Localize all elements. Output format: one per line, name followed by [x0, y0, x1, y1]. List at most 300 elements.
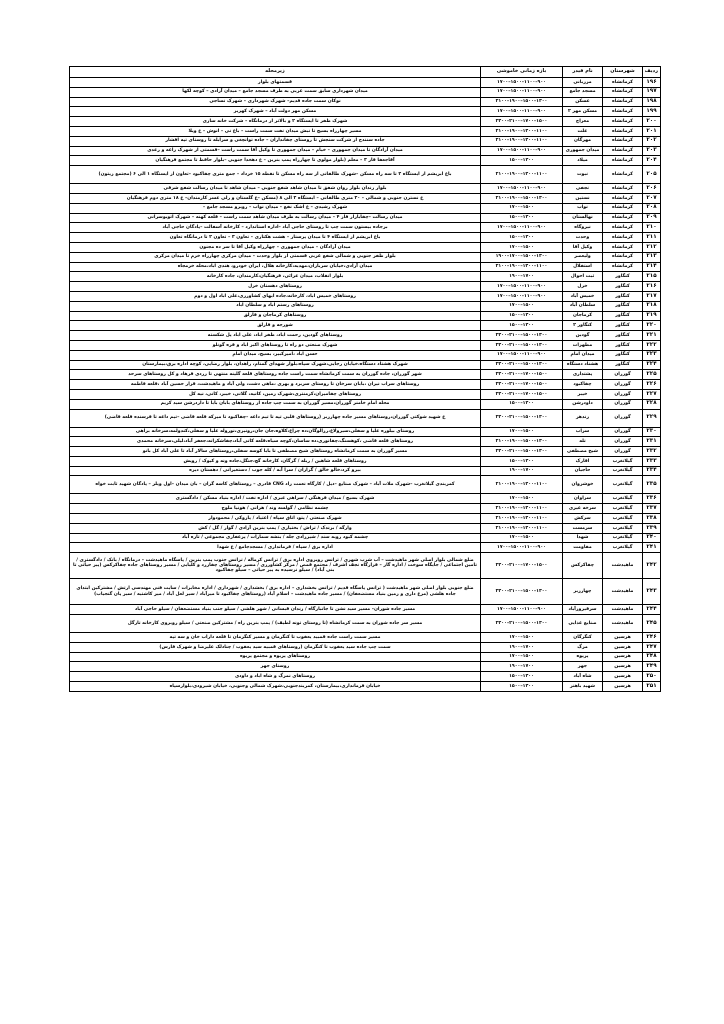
row-number-cell: ۲۱۵ [643, 272, 661, 282]
row-number-cell: ۲۳۸ [643, 514, 661, 524]
feeder-cell: علت [563, 126, 603, 136]
table-row [70, 447, 661, 457]
city-cell: گوزران [603, 370, 643, 380]
area-cell: بلوار ظفر جنوبی و شمالی شفع غربی قسمتی از بلوار وحدت – میدان مرکزی چهارراه خرم تا میدان مرکزی [70, 252, 481, 262]
table-row [70, 321, 661, 331]
outage-time-cell: ۱۵۰۰–۱۳۰۰ [481, 213, 563, 223]
outage-time-cell: ۱۹۰۰–۱۷۰۰ [481, 642, 563, 652]
row-number-cell: ۲۱۲ [643, 242, 661, 252]
table-row [70, 615, 661, 633]
header-area: زیرمحله [70, 67, 481, 78]
area-cell: روستاهای قلعه قاضی ،کوهسنگ،چقانوری،ده ساسان،کوچه سیاه،قلعه کانی آباد،چقاشکرانه،جعفر آباد،لیلی،سرخانه محمدی [70, 437, 481, 447]
row-number-cell: ۲۲۷ [643, 389, 661, 399]
table-row [70, 87, 661, 97]
city-cell: کنگاور [603, 291, 643, 301]
table-row [70, 399, 661, 409]
table-row [70, 311, 661, 321]
feeder-cell: داودرشن [563, 399, 603, 409]
area-cell: آقاجعفا فاز ۳ – معلم (بلوار مولوی تا چهارراه پمپ بنزین – ع دهخدا جنوبی –بلوار حافظ تا مجتمع فرهنگیان [70, 156, 481, 166]
city-cell: گوزران [603, 380, 643, 390]
table-row [70, 282, 661, 292]
city-cell: گیلانغرب [603, 533, 643, 543]
feeder-cell: اقارک [563, 456, 603, 466]
city-cell: ماهیدشت [603, 579, 643, 605]
outage-time-cell: ۲۳۰۰–۲۱۰۰–۱۷۰۰–۱۵۰۰ [481, 370, 563, 380]
city-cell: کنگاور [603, 311, 643, 321]
area-cell: باغ ابریشم از ایستگاه ۴ تا میدان پرستار – هشت هکتاری – تعاون ۳ – تعاون ۲ تا درمانگاه تعاون [70, 233, 481, 243]
row-number-cell: ۲۲۵ [643, 370, 661, 380]
feeder-cell: پریوه [563, 652, 603, 662]
city-cell: کرمانشاه [603, 146, 643, 156]
area-cell: ضلع جنوبی بلوار اصلی شهر ماهیدشت ( ترانس پاسگاه قدیم / ترانس بخشداری – اداره برق / بخشداری / شهرداری / اداره مخابرات / سایت فنی مهندسی ارتش / مشترکین ابتدای جاده هلشی (مرغ داری و زمین بنیاد مستضعفان) / مسیر جاده ماهیدشت – اسلام آباد (روستاهای چقاکبود تا میرآباد / سیر لعل آباد / میر کاشتیه / سیر پان گنجیاب) [70, 579, 481, 605]
area-cell: مسیر سمت راست جاده قمبید یعقوب تا کنگرمان و مسیر کنگرمان تا قلعه داراب خان و سه تپه [70, 633, 481, 643]
area-cell: بلوار زندان بلوار روان شفق تا میدان شاهد شفع جنوبی – میدان شاهد تا میدان رسالت شفع شرقی [70, 184, 481, 194]
feeder-cell: استقلال [563, 262, 603, 272]
row-number-cell: ۲۳۱ [643, 437, 661, 447]
city-cell: کرمانشاه [603, 117, 643, 127]
area-cell: میدان آزادگان تا میدان جمهوری – خیام – میدان جمهوری تا وکیل آقا سمت راست –قسمتی از شهرک زاغه و رعدی [70, 146, 481, 156]
outage-time-cell: ۱۷۰۰–۱۵۰۰–۱۱۰۰–۹۰۰ [481, 223, 563, 233]
table-row [70, 213, 661, 223]
row-number-cell: ۲۰۵ [643, 166, 661, 184]
outage-time-cell: ۱۵۰۰–۱۳۰۰ [481, 156, 563, 166]
table-row [70, 291, 661, 301]
table-row [70, 682, 661, 692]
table-row [70, 97, 661, 107]
city-cell: کنگاور [603, 321, 643, 331]
feeder-cell: سراوان [563, 494, 603, 504]
outage-time-cell: ۲۳۰۰–۲۱۰۰–۱۷۰۰–۱۵۰۰ [481, 380, 563, 390]
area-cell: مسیر جاده شوران– مسیر سید نشن تا جانبازگاه / زندان قبسانی / شهر هلشی / سیلو جنب بنیاد مستضعفان / سیلو حاجی آباد [70, 605, 481, 615]
outage-time-cell: ۱۷۰۰–۱۵۰۰–۱۱۰۰–۹۰۰ [481, 291, 563, 301]
feeder-cell: شهدا [563, 533, 603, 543]
feeder-cell: مهرگان [563, 136, 603, 146]
area-cell: شهرک صنعتی دو راه تا روستاهای اکبر اباد و فره گونلو [70, 340, 481, 350]
row-number-cell: ۲۱۰ [643, 223, 661, 233]
outage-time-cell: ۱۵۰۰–۱۳۰۰ [481, 399, 563, 409]
outage-time-cell: ۲۳۰۰–۲۱۰۰–۱۵۰۰–۱۳۰۰ [481, 615, 563, 633]
outage-time-cell: ۲۳۰۰–۲۱۰۰–۱۷۰۰–۱۵۰۰ [481, 389, 563, 399]
feeder-cell: میدان امام [563, 350, 603, 360]
table-row [70, 652, 661, 662]
table-row [70, 203, 661, 213]
area-cell: چشمه کبود روبه سند / شیرزادی جله / بنشه سمارات / پرعفاری مجموعی / تازه آباد [70, 533, 481, 543]
table-row [70, 262, 661, 272]
feeder-cell: ولیعصر [563, 252, 603, 262]
feeder-cell: شیخ مصطفی [563, 447, 603, 457]
table-row [70, 579, 661, 605]
city-cell: گوزران [603, 409, 643, 427]
area-cell: بلوار انقلاب، میدان عرائی، فرهنگیان،کارمندان، جاده کارخانه [70, 272, 481, 282]
outage-time-cell: ۱۷۰۰–۱۵۰۰ [481, 533, 563, 543]
outage-time-cell: ۱۵۰۰–۱۳۰۰ [481, 456, 563, 466]
feeder-cell: سرمست [563, 523, 603, 533]
area-cell: محله امام خامنر گوزران،مسیر گوزران به سمت چپ جاده از روستاهای بابان بابا تا داردرشن سید کریم [70, 399, 481, 409]
city-cell: گوزران [603, 399, 643, 409]
outage-time-cell: ۱۷۰۰–۱۵۰۰–۱۱۰۰–۹۰۰ [481, 605, 563, 615]
city-cell: گیلانغرب [603, 494, 643, 504]
row-number-cell: ۲۰۹ [643, 213, 661, 223]
area-cell: ع شهید شوکتی گوزران،روستاهای مسیر جاده چهارزبر (روستاهای قلبی تپه تا تیم داغه –چقاکبود تا میرکه قلعه قاضی –تیم داغه تا فرسنده قلعه قاضی) [70, 409, 481, 427]
feeder-cell: کنگرگان [563, 633, 603, 643]
area-cell: ع نسترن جنوبی و شمالی – ۲۰ متری طالقانی – ایستگاه ۲ الی ۸ (مسکن –ع گلستان و رلی عسر کارمندان– ع ۱۸ متری دوم فرهنگیان [70, 193, 481, 203]
feeder-cell: مسجد جامع [563, 87, 603, 97]
feeder-cell: نواب [563, 203, 603, 213]
feeder-cell: سراب [563, 427, 603, 437]
row-number-cell: ۱۹۹ [643, 107, 661, 117]
row-number-cell: ۲۱۸ [643, 301, 661, 311]
outage-time-cell: ۲۱۰۰–۱۹۰۰–۱۵۰۰–۱۳۰۰ [481, 97, 563, 107]
outage-schedule-sheet [69, 66, 661, 692]
table-row [70, 476, 661, 494]
table-row [70, 427, 661, 437]
feeder-cell: ثبت احوال [563, 272, 603, 282]
table-row [70, 662, 661, 672]
outage-time-cell: ۲۱۰۰–۱۹۰۰–۱۳۰۰–۱۱۰۰ [481, 136, 563, 146]
area-cell: سمت چپ جاده سید یعقوب تا کنگرمان (روستاهای قمبیه سید یعقوب / چنادلک علیرضا و شهرک فارس) [70, 642, 481, 652]
table-header-row [70, 67, 661, 78]
table-row [70, 409, 661, 427]
table-row [70, 494, 661, 504]
feeder-cell: خیبر [563, 389, 603, 399]
area-cell: شهرک رشیدی – ع اشک نفع – میدان نواب – روبرو مسجد جامع – [70, 203, 481, 213]
header-feeder: نام فیدر [563, 67, 603, 78]
outage-time-cell: ۲۳۰۰–۲۱۰۰–۱۵۰۰–۱۳۰۰ [481, 360, 563, 370]
area-cell: میدان شهرداری سابق سمت غربی به طرف مسجد جامع – میدان آزادی – کوچه لکها [70, 87, 481, 97]
area-cell: میدان آزادی،خیابان سربازان،مهدیه،کارخانه هلال، ایران خودرو، هندی اباد،محله خرمجاه [70, 262, 481, 272]
outage-time-cell: ۲۱۰۰–۱۹۰۰–۱۳۰۰–۱۱۰۰ [481, 523, 563, 533]
outage-time-cell: ۱۵۰۰–۱۳۰۰ [481, 311, 563, 321]
city-cell: کرمانشاه [603, 233, 643, 243]
row-number-cell: ۲۴۷ [643, 642, 661, 652]
table-row [70, 533, 661, 543]
area-cell: روستاهای پریوه و مجتمع پریوه [70, 652, 481, 662]
feeder-cell: سلطان آباد [563, 301, 603, 311]
row-number-cell: ۱۹۷ [643, 87, 661, 97]
city-cell: هرسین [603, 682, 643, 692]
table-row [70, 523, 661, 533]
table-row [70, 633, 661, 643]
area-cell: میدان آزادگان – میدان جمهوری – چهارراه وکیل آقا تا سر ده مجنون [70, 242, 481, 252]
city-cell: کرمانشاه [603, 126, 643, 136]
area-cell: مسکن مهر دولت آباد – شهرک کهریز [70, 107, 481, 117]
row-number-cell: ۲۳۵ [643, 476, 661, 494]
row-number-cell: ۲۳۶ [643, 494, 661, 504]
city-cell: کرمانشاه [603, 184, 643, 194]
city-cell: کنگاور [603, 282, 643, 292]
table-row [70, 184, 661, 194]
outage-time-cell: ۲۱۰۰–۱۹۰۰–۱۳۰۰–۱۱۰۰ [481, 504, 563, 514]
outage-time-cell: ۱۷۰۰–۱۵۰۰–۱۱۰۰–۹۰۰ [481, 282, 563, 292]
area-cell: حسن اباد ،امیرکبیر، بسیج، میدان امام [70, 350, 481, 360]
outage-time-cell: ۲۱۰۰–۱۹۰۰–۱۳۰۰–۱۱۰۰ [481, 476, 563, 494]
city-cell: کرمانشاه [603, 203, 643, 213]
row-number-cell: ۲۳۷ [643, 504, 661, 514]
row-number-cell: ۲۳۰ [643, 427, 661, 437]
area-cell: اداره برق / سپاه / فرمانداری / مسجدجامع / ع شهدا [70, 543, 481, 553]
table-row [70, 146, 661, 156]
feeder-cell: مقاومت [563, 543, 603, 553]
table-row [70, 504, 661, 514]
row-number-cell: ۲۴۹ [643, 662, 661, 672]
table-row [70, 156, 661, 166]
row-number-cell: ۲۲۹ [643, 409, 661, 427]
outage-time-cell: ۲۳۰۰–۲۱۰۰–۱۵۰۰–۱۳۰۰ [481, 579, 563, 605]
feeder-cell: هشناد دستگاه [563, 360, 603, 370]
outage-time-cell: ۱۷۰۰–۱۵۰۰ [481, 427, 563, 437]
row-number-cell: ۲۰۴ [643, 156, 661, 166]
area-cell: روستاهای گودین، رحمت اباد، ظفر اباد، علی اباد پل شکسته [70, 331, 481, 341]
outage-time-cell: ۱۷۰۰–۱۵۰۰ [481, 633, 563, 643]
outage-time-cell: ۱۷۰۰–۱۵۰۰–۱۱۰۰–۹۰۰ [481, 543, 563, 553]
city-cell: گوزران [603, 389, 643, 399]
outage-time-cell: ۱۹۰۰–۱۷۰۰ [481, 662, 563, 672]
outage-time-cell: ۱۷۰۰–۱۵۰۰–۱۱۰۰–۹۰۰ [481, 146, 563, 156]
area-cell: برجاده بیستون سمت چپ تا روستای حاجی آباد –اداره استاندارد – کارخانه آسفالت –پادگان حاجی آباد [70, 223, 481, 233]
city-cell: کرمانشاه [603, 262, 643, 272]
table-row [70, 166, 661, 184]
area-cell: مسیر چهارراه بسیج تا نبش میدان نفت سمت راست – باغ نی – انوش – ع ویلا [70, 126, 481, 136]
row-number-cell: ۲۱۹ [643, 311, 661, 321]
row-number-cell: ۲۲۱ [643, 331, 661, 341]
table-row [70, 242, 661, 252]
feeder-cell: میدان جمهوری [563, 146, 603, 156]
area-cell: قسمتهای بلوار [70, 78, 481, 88]
table-body [70, 78, 661, 692]
row-number-cell: ۲۳۲ [643, 447, 661, 457]
feeder-cell: خمیس آباد [563, 291, 603, 301]
outage-time-cell: ۲۳۰۰–۲۱۰۰–۱۵۰۰–۱۳۰۰ [481, 447, 563, 457]
area-cell: روستاهای قلعه شاهین / ربله / گرگان، کارخانه گچ،جنگل،جاده ونه و کیوک / رویش [70, 456, 481, 466]
city-cell: ماهیدشت [603, 553, 643, 579]
feeder-cell: خوشروان [563, 476, 603, 494]
outage-time-cell: ۲۱۰۰–۱۹۰۰–۱۵۰۰–۱۳۰۰ [481, 437, 563, 447]
table-row [70, 340, 661, 350]
row-number-cell: ۲۲۸ [643, 399, 661, 409]
feeder-cell: نستین [563, 193, 603, 203]
city-cell: ماهیدشت [603, 615, 643, 633]
outage-time-cell: ۱۷۰۰–۱۵۰۰ [481, 652, 563, 662]
city-cell: هرسین [603, 633, 643, 643]
area-cell: شورجه و فارلق [70, 321, 481, 331]
outage-time-cell: ۱۹۰۰–۱۷۰۰ [481, 466, 563, 476]
area-cell: نوکان سمت جاده قدیم– شهرک شهرداری – شهرک نساجی [70, 97, 481, 107]
city-cell: کرمانشاه [603, 193, 643, 203]
outage-time-cell: ۲۳۰۰–۲۱۰۰–۱۵۰۰–۱۳۰۰ [481, 340, 563, 350]
city-cell: کنگاور [603, 340, 643, 350]
table-row [70, 252, 661, 262]
row-number-cell: ۲۱۱ [643, 233, 661, 243]
feeder-cell: سرفیروزآباد [563, 605, 603, 615]
city-cell: گیلانغرب [603, 523, 643, 533]
row-number-cell: ۲۰۳ [643, 146, 661, 156]
table-row [70, 466, 661, 476]
outage-time-cell: ۲۱۰۰–۱۹۰۰–۱۳۰۰–۱۱۰۰ [481, 126, 563, 136]
row-number-cell: ۱۹۶ [643, 78, 661, 88]
feeder-cell: عسکن [563, 97, 603, 107]
outage-time-cell: ۱۹۰۰–۱۷۰۰–۱۵۰۰–۱۳۰۰ [481, 252, 563, 262]
area-cell: روستاهای سراب نیران ،بابان سرخان تا روستای سربرد و بهزی ،ماهی دشت، ولی آباد و ماهیدشت، قرار حسین آباد ،قلعه فاطمه [70, 380, 481, 390]
city-cell: کرمانشاه [603, 166, 643, 184]
table-row [70, 350, 661, 360]
outage-time-cell: ۱۵۰۰–۱۳۰۰ [481, 672, 563, 682]
table-row [70, 233, 661, 243]
table-row [70, 642, 661, 652]
area-cell: شهرک صنعتی / پتو، اتاق سپاه / اعتیاد / پازوکی / محمودوار [70, 514, 481, 524]
table-row [70, 456, 661, 466]
row-number-cell: ۲۴۴ [643, 605, 661, 615]
outage-time-cell: ۱۵۰۰–۱۳۰۰ [481, 233, 563, 243]
table-row [70, 553, 661, 579]
row-number-cell: ۲۵۰ [643, 672, 661, 682]
row-number-cell: ۲۴۶ [643, 633, 661, 643]
city-cell: کرمانشاه [603, 107, 643, 117]
row-number-cell: ۲۰۸ [643, 203, 661, 213]
outage-time-cell: ۲۱۰۰–۱۹۰۰–۱۳۰۰–۱۱۰۰ [481, 166, 563, 184]
feeder-cell: مرزبانی [563, 78, 603, 88]
table-row [70, 514, 661, 524]
table-row [70, 360, 661, 370]
outage-time-cell: ۲۱۰۰–۱۹۰۰–۱۳۰۰–۱۱۰۰ [481, 262, 563, 272]
row-number-cell: ۲۱۴ [643, 262, 661, 272]
row-number-cell: ۲۰۲ [643, 136, 661, 146]
table-row [70, 136, 661, 146]
row-number-cell: ۲۳۴ [643, 466, 661, 476]
city-cell: کرمانشاه [603, 156, 643, 166]
table-row [70, 193, 661, 203]
header-time: بازه زمانی خاموشی [481, 67, 563, 78]
outage-table [69, 66, 661, 692]
city-cell: گوزران [603, 447, 643, 457]
table-row [70, 543, 661, 553]
table-row [70, 331, 661, 341]
feeder-cell: سرخه عیری [563, 504, 603, 514]
city-cell: کرمانشاه [603, 252, 643, 262]
city-cell: کنگاور [603, 350, 643, 360]
outage-time-cell: ۱۷۰۰–۱۵۰۰ [481, 242, 563, 252]
row-number-cell: ۲۴۱ [643, 543, 661, 553]
city-cell: گوزران [603, 427, 643, 437]
city-cell: کرمانشاه [603, 223, 643, 233]
city-cell: گیلانغرب [603, 476, 643, 494]
table-row [70, 107, 661, 117]
city-cell: کنگاور [603, 360, 643, 370]
outage-time-cell: ۱۷۰۰–۱۵۰۰ [481, 494, 563, 504]
area-cell: شهرک هشتاد دستگاه،خیابان رجایی،شهرک سپاه،بلوار شهدای گمنام، راهدان، بلوار رضایی، کوچه اداره برق،بیمارستان [70, 360, 481, 370]
area-cell: چشمه نظامی / گولسه وند / هرانی / هونیا ملوچ [70, 504, 481, 514]
area-cell: روستای جهر [70, 662, 481, 672]
feeder-cell: میلاد [563, 156, 603, 166]
table-row [70, 272, 661, 282]
feeder-cell: خزل [563, 282, 603, 292]
feeder-cell: نبوت [563, 166, 603, 184]
feeder-cell: چقاکبود [563, 380, 603, 390]
feeder-cell: شهید باهنر [563, 682, 603, 692]
city-cell: کرمانشاه [603, 136, 643, 146]
area-cell: میدان رسالت –چقابازار فاز ۴ – میدان رسالت به طرف میدان شاهد سمت راست – قلعه کهنه – شهرک اتوبوسرانی [70, 213, 481, 223]
area-cell: خیابان فرمانداری،بیمارستان، کمربندجنوبی،شهرک شمالی وجنوبی، خیابان شیرودی،بلوارسپاه [70, 682, 481, 692]
feeder-cell: وکیل آقا [563, 242, 603, 252]
area-cell: شهر گوزران، جاده گوزران به سمت کرمانشاه سمت راست جاده روستاهای قلعه گلینه منتهی تا زردی فرهاد و کل روستاهای سرحد [70, 370, 481, 380]
row-number-cell: ۲۰۷ [643, 193, 661, 203]
area-cell: باغ ابریشم از ایستگاه ۲ تا سه راه مسکن –شهرک طالقانی از سه راه مسکن تا نقطه ۱۵ خرداد – جمع متری چقاکبود –تعاون از ایستگاه ۱ الی ۶ (مجتمع زیتون) [70, 166, 481, 184]
table-row [70, 223, 661, 233]
feeder-cell: مسکن مهر ۲ [563, 107, 603, 117]
outage-time-cell: ۱۵۰۰–۱۳۰۰ [481, 682, 563, 692]
feeder-cell: نیروگاه [563, 223, 603, 233]
outage-time-cell: ۱۷۰۰–۱۵۰۰–۱۱۰۰–۹۰۰ [481, 87, 563, 97]
area-cell: روستاهای چقامیران،کرمنتری،شهرک زمین، کانیه، گلانی، خیبر، کانی، نیه کل [70, 389, 481, 399]
outage-time-cell: ۲۳۰۰–۲۱۰۰–۱۷۰۰–۱۵۰۰ [481, 117, 563, 127]
area-cell: جاده سنندج از شرکت سنجش تا روستای چقانداران – جاده توانچغی و سرابله تا روستای تپه افشار [70, 136, 481, 146]
row-number-cell: ۲۵۱ [643, 682, 661, 692]
city-cell: کرمانشاه [603, 78, 643, 88]
row-number-cell: ۲۲۳ [643, 350, 661, 360]
row-number-cell: ۲۰۱ [643, 126, 661, 136]
city-cell: کرمانشاه [603, 97, 643, 107]
area-cell: مسیر گوزران به سمت کرمانشاه روستاهای شیخ مصطفی تا بابا کوسه سفلی،روستاهای سالار آباد تا علی آباد کل بانو [70, 447, 481, 457]
row-number-cell: ۲۴۵ [643, 615, 661, 633]
row-number-cell: ۲۲۰ [643, 321, 661, 331]
area-cell: بیرو کرد،خالو خالق / گرازان / سرا آبه / کله جوب / دستغیرانی / دهستان دیره [70, 466, 481, 476]
table-row [70, 78, 661, 88]
outage-time-cell: ۱۷۰۰–۱۵۰۰–۱۱۰۰–۹۰۰ [481, 107, 563, 117]
row-number-cell: ۲۱۳ [643, 252, 661, 262]
table-row [70, 672, 661, 682]
city-cell: گیلانغرب [603, 456, 643, 466]
area-cell: کمربندی گیلانغرب –شهرک ملات آباد – شهرک صنایع –دیل / کارگاه نعمت زاد CNG قادری – روستاهای کاسه گران – بان میدان –اول ویلر – پادگان شهید ثابت خواه [70, 476, 481, 494]
outage-time-cell: ۲۳۰۰–۲۱۰۰–۱۷۰۰–۱۵۰۰ [481, 553, 563, 579]
feeder-cell: چهارزبر [563, 579, 603, 605]
feeder-cell: صنایع غذایی [563, 615, 603, 633]
feeder-cell: چقاکرکس [563, 553, 603, 579]
row-number-cell: ۲۴۸ [643, 652, 661, 662]
row-number-cell: ۲۱۷ [643, 291, 661, 301]
header-row-no: ردیف [643, 67, 661, 78]
row-number-cell: ۲۴۳ [643, 579, 661, 605]
row-number-cell: ۲۲۲ [643, 340, 661, 350]
feeder-cell: حاجیان [563, 466, 603, 476]
row-number-cell: ۲۴۰ [643, 533, 661, 543]
table-row [70, 126, 661, 136]
feeder-cell: سرکش [563, 514, 603, 524]
row-number-cell: ۲۴۲ [643, 553, 661, 579]
city-cell: کرمانشاه [603, 213, 643, 223]
table-row [70, 370, 661, 380]
city-cell: هرسین [603, 662, 643, 672]
area-cell: وارگه / برندک / تراش / بختیاری / پمپ بنزین آزادی / گوار / گل / کش [70, 523, 481, 533]
outage-time-cell: ۱۷۰۰–۱۵۰۰–۱۱۰۰–۹۰۰ [481, 78, 563, 88]
area-cell: روستاهای دهستان خزل [70, 282, 481, 292]
outage-time-cell: ۱۷۰۰–۱۵۰۰–۱۱۰۰–۹۰۰ [481, 184, 563, 194]
area-cell: شهرک بسیج / میدان فرهنگی / سراهی عبری / اداره نفت / اداره بنیاد مسکن / دادگستری [70, 494, 481, 504]
city-cell: هرسین [603, 642, 643, 652]
outage-time-cell: ۲۳۰۰–۲۱۰۰–۱۵۰۰–۱۳۰۰ [481, 409, 563, 427]
row-number-cell: ۲۰۰ [643, 117, 661, 127]
city-cell: کرمانشاه [603, 242, 643, 252]
outage-time-cell: ۱۵۰۰–۱۳۰۰ [481, 321, 563, 331]
feeder-cell: گودین [563, 331, 603, 341]
feeder-cell: پشتداری [563, 370, 603, 380]
feeder-cell: معراج [563, 117, 603, 127]
city-cell: گوزران [603, 437, 643, 447]
feeder-cell: کنگاور ۲ [563, 321, 603, 331]
feeder-cell: مرگ [563, 642, 603, 652]
area-cell: روستاهای رستم اباد و سلطان اباد [70, 301, 481, 311]
outage-time-cell: ۱۷۰۰–۱۵۰۰ [481, 301, 563, 311]
area-cell: روستاهای خمیس اباد، کارخانه،جاده ابهای کشاورزی،علی اباد اول و دوم [70, 291, 481, 301]
outage-time-cell: ۲۱۰۰–۱۹۰۰–۱۵۰۰–۱۳۰۰ [481, 193, 563, 203]
